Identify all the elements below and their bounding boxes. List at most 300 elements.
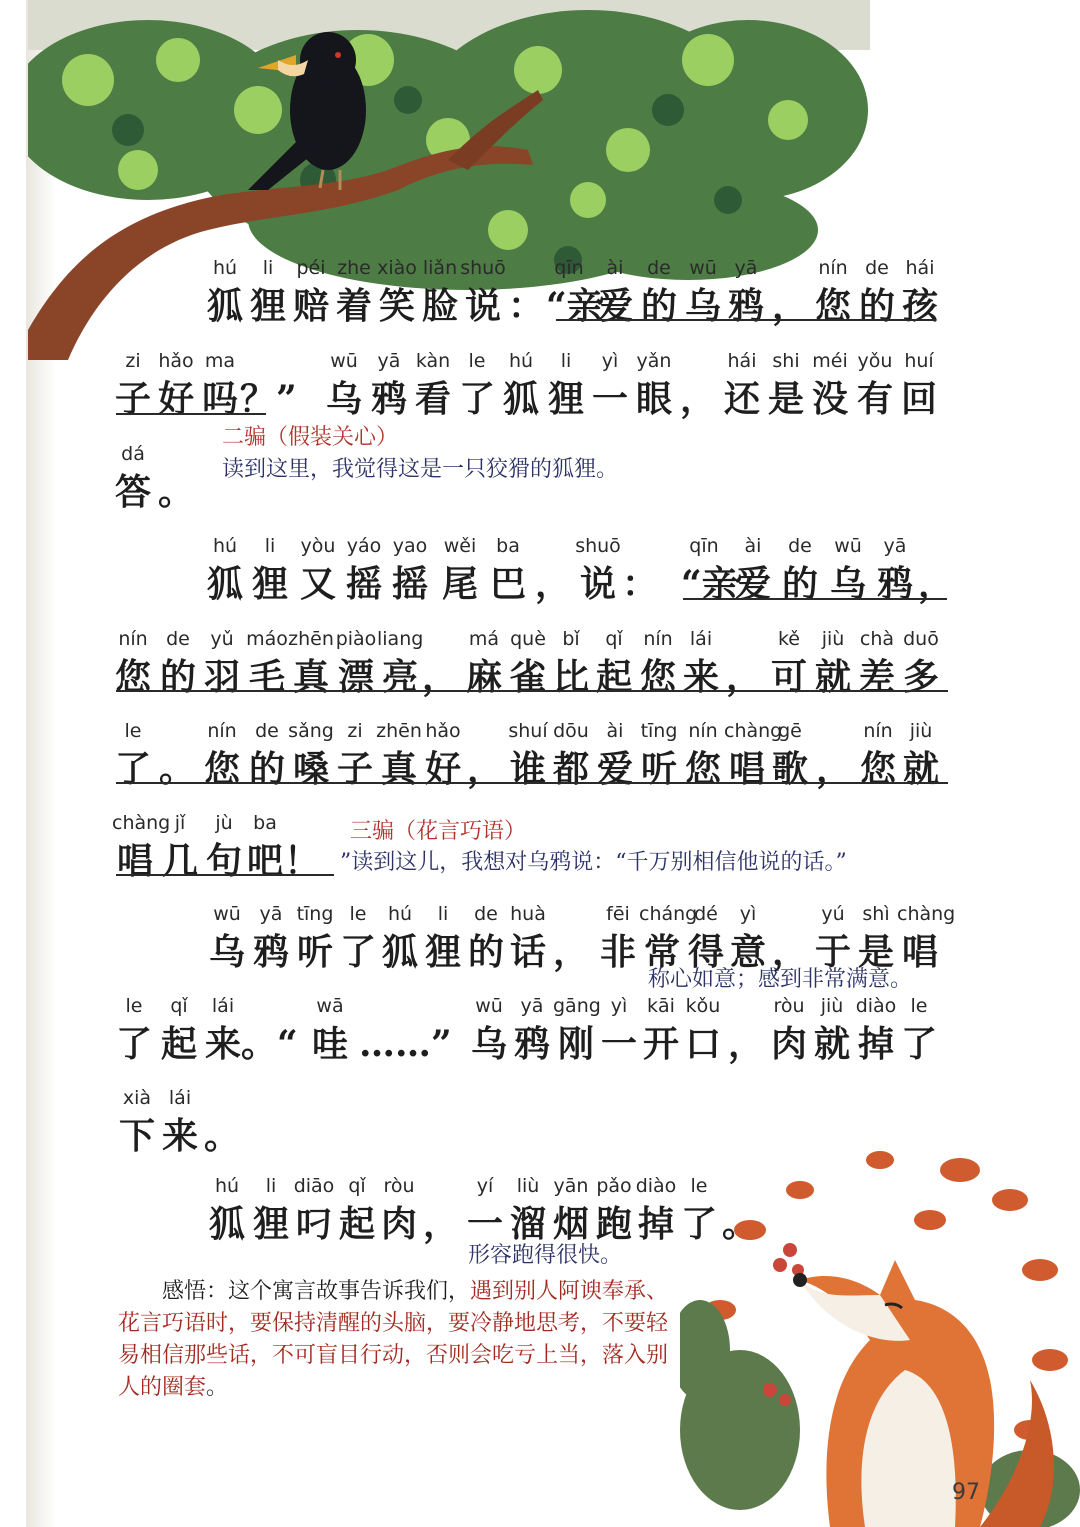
syllable [248,1173,294,1249]
pinyin: yā [883,535,907,557]
syllable [766,993,812,1069]
syllable [575,533,621,609]
syllable [852,348,898,424]
hanzi: 看 [414,378,451,420]
pinyin: wū [689,257,717,279]
hanzi: 了 [900,1023,937,1065]
insight-label: 感悟： [162,1279,229,1304]
pinyin: le [468,350,486,372]
pinyin: le [910,995,928,1017]
insight-text-4: 。 [206,1375,229,1400]
hanzi: 溜 [509,1203,546,1245]
hanzi: 没 [811,378,848,420]
syllable [248,901,294,977]
pinyin: xià [122,1087,152,1109]
hanzi: 的 [248,748,285,790]
hanzi: 您 [203,748,240,790]
hanzi: 的 [640,285,677,327]
pinyin: shuí [508,720,548,742]
hanzi: 狸 [547,378,584,420]
hanzi: 脸 [421,285,458,327]
syllable [377,901,423,977]
pinyin: hú [212,535,238,557]
pinyin: ài [606,257,624,279]
punctuation: 。 [158,748,195,790]
punctuation: ， [421,656,458,698]
hanzi: 吧 [246,840,283,882]
syllable [595,901,641,977]
annotation-trick-3-comment: ”读到这儿，我想对乌鸦说：“千万别相信他说的话。” [340,850,847,875]
pinyin: dōu [553,720,589,742]
pinyin: qīn [689,535,719,557]
pinyin: liǎn [422,257,458,279]
syllable [896,348,942,424]
syllable [335,901,381,977]
hanzi: 唱 [728,748,765,790]
underline [116,413,266,415]
hanzi: 哇 [311,1023,348,1065]
hanzi: 爱 [596,285,633,327]
pinyin: lái [211,995,235,1017]
punctuation: 。“ [241,1023,298,1065]
hanzi: 回 [900,378,937,420]
hanzi: 的 [781,563,818,605]
underline [116,782,948,784]
syllable [374,255,420,331]
pinyin: dé [694,903,718,925]
hanzi: 鸦 [876,563,913,605]
hanzi: 嗓 [292,748,329,790]
underline [116,874,334,876]
annotation-trick-2-comment: 读到这里，我觉得这是一只狡猾的狐狸。 [222,457,619,482]
syllable [204,901,250,977]
syllable [719,348,765,424]
pinyin: diào [635,1175,677,1197]
pinyin: péi [296,257,326,279]
underline [683,598,947,600]
insight-paragraph [118,1276,678,1404]
pinyin: yí [476,1175,494,1197]
hanzi: 鸦 [513,1023,550,1065]
syllable [853,993,899,1069]
hanzi: 狸 [424,931,461,973]
hanzi: 比 [552,656,589,698]
hanzi: 乌 [325,378,362,420]
pinyin: le [349,903,367,925]
page-number: 97 [952,1480,980,1505]
pinyin: méi [812,350,848,372]
punctuation: 。 [721,1203,758,1245]
pinyin: jiù [820,995,844,1017]
hanzi: 尾 [441,563,478,605]
pinyin: chàng [724,720,783,742]
hanzi: 答 [114,471,151,513]
pinyin: de [788,535,812,557]
pinyin: yā [734,257,758,279]
pinyin: nín [207,720,237,742]
syllable [638,993,684,1069]
syllable [460,255,506,331]
hanzi: 掉 [637,1203,674,1245]
pinyin: huí [904,350,934,372]
annotation-trick-3-title: 三骗（花言巧语） [350,819,527,844]
hanzi: 就 [813,1023,850,1065]
annotation-definition-yiliuyan: 形容跑得很快。 [468,1243,623,1268]
hanzi: 了 [114,748,151,790]
annotation-definition-deyi: 称心如意；感到非常满意。 [648,967,913,992]
pinyin: diào [855,995,897,1017]
hanzi: 的 [858,285,895,327]
syllable [321,348,367,424]
syllable [763,348,809,424]
hanzi: 说 [464,285,501,327]
pinyin: hǎo [425,720,461,742]
pinyin: fēi [606,903,630,925]
pinyin: le [124,720,142,742]
hanzi: 您 [859,748,896,790]
pinyin: má [468,628,500,650]
syllable [157,1085,203,1161]
hanzi: 掉 [857,1023,894,1065]
syllable [292,901,338,977]
hanzi: 听 [640,748,677,790]
pinyin: ba [496,535,520,557]
syllable [587,348,633,424]
pinyin: hú [387,903,413,925]
pinyin: shì [862,903,890,925]
pinyin: zi [347,720,363,742]
punctuation: ， [534,563,571,605]
punctuation: ， [815,748,852,790]
syllable [454,348,500,424]
pinyin: hǎo [158,350,194,372]
hanzi: 于 [814,931,851,973]
pinyin: nín [118,628,148,650]
syllable [114,1085,160,1161]
pinyin: li [264,535,276,557]
pinyin: nín [863,720,893,742]
pinyin: kǒu [685,995,721,1017]
syllable [807,348,853,424]
pinyin: chàng [112,812,171,834]
syllable [200,993,246,1069]
hanzi: 您 [814,285,851,327]
pinyin: qǐ [605,628,623,650]
hanzi: 摇 [345,563,382,605]
text-line [0,901,1080,991]
syllable [110,441,156,517]
pinyin: jiù [909,720,933,742]
pinyin: yao [392,535,428,557]
pinyin: lái [689,628,713,650]
syllable [680,993,726,1069]
hanzi: 好 [157,378,194,420]
hanzi: 狸 [249,285,286,327]
pinyin: zhe [337,257,371,279]
hanzi: 一 [591,378,628,420]
hanzi: 乌 [684,285,721,327]
text-line [0,255,1080,345]
syllable [633,1173,679,1249]
hanzi: 非 [599,931,636,973]
pinyin: hái [727,350,757,372]
hanzi: 差 [858,656,895,698]
text-line [0,1085,1080,1175]
pinyin: ròu [383,1175,415,1197]
hanzi: 巴 [489,563,526,605]
pinyin: zhēn [376,720,422,742]
pinyin: qǐ [170,995,188,1017]
hanzi: 听 [296,931,333,973]
pinyin: de [474,903,498,925]
punctuation: ， [917,563,954,605]
hanzi: 起 [338,1203,375,1245]
hanzi: 得 [687,931,724,973]
pinyin: kāi [647,995,675,1017]
pinyin: ài [744,535,762,557]
hanzi: 爱 [734,563,771,605]
pinyin: què [510,628,546,650]
pinyin: zi [125,350,141,372]
hanzi: 几 [161,840,198,882]
pinyin: li [262,257,274,279]
hanzi: 赔 [292,285,329,327]
hanzi: 狐 [381,931,418,973]
hanzi: 狐 [208,1203,245,1245]
syllable [676,1173,722,1249]
pinyin: wū [213,903,241,925]
hanzi: 可 [770,656,807,698]
hanzi: 来 [161,1115,198,1157]
hanzi: 鸦 [370,378,407,420]
pinyin: yǔ [210,628,234,650]
hanzi: 来 [204,1023,241,1065]
hanzi: 乌 [470,1023,507,1065]
hanzi: 烟 [552,1203,589,1245]
hanzi: 唱 [901,931,938,973]
hanzi: 您 [639,656,676,698]
hanzi: 开 [642,1023,679,1065]
pinyin: de [255,720,279,742]
syllable [245,255,291,331]
pinyin: yì [739,903,757,925]
hanzi: 您 [684,748,721,790]
hanzi: “亲 [681,563,738,605]
pinyin: shuō [575,535,621,557]
syllable [631,348,677,424]
hanzi: 还 [723,378,760,420]
hanzi: 起 [595,656,632,698]
syllable [463,901,509,977]
hanzi: 毛 [248,656,285,698]
punctuation: ， [552,931,589,973]
syllable [466,993,512,1069]
hanzi: 漂 [337,656,374,698]
pinyin: tīng [640,720,678,742]
pinyin: yì [610,995,628,1017]
pinyin: yǎn [636,350,672,372]
pinyin: shi [772,350,800,372]
syllable [376,1173,422,1249]
pinyin: yǒu [857,350,893,372]
pinyin: huà [510,903,546,925]
text-line [0,348,1080,438]
syllable [156,993,202,1069]
pinyin: de [166,628,190,650]
hanzi: 起 [160,1023,197,1065]
syllable [202,255,248,331]
hanzi: 羽 [203,656,240,698]
pinyin: kàn [415,350,451,372]
pinyin: yòu [300,535,336,557]
hanzi: 雀 [509,656,546,698]
text-line [0,533,1080,623]
syllable [596,993,642,1069]
pinyin: shuō [460,257,506,279]
hanzi: 肉 [770,1023,807,1065]
syllable [291,1173,337,1249]
hanzi: 狐 [502,378,539,420]
hanzi: 都 [552,748,589,790]
syllable [485,533,531,609]
pinyin: gāng [553,995,601,1017]
hanzi: 了 [115,1023,152,1065]
pinyin: hú [212,257,238,279]
punctuation: ， [422,1203,459,1245]
pinyin: lái [168,1087,192,1109]
hanzi: 真 [292,656,329,698]
hanzi: 眼 [635,378,672,420]
pinyin: jiù [821,628,845,650]
pinyin: wěi [443,535,477,557]
pinyin: yú [821,903,845,925]
punctuation: ？” [240,378,297,420]
hanzi: 子 [114,378,151,420]
pinyin: wā [316,995,344,1017]
pinyin: le [125,995,143,1017]
hanzi: 说 [579,563,616,605]
hanzi: 意 [729,931,766,973]
punctuation: ， [771,285,808,327]
hanzi: 是 [767,378,804,420]
punctuation: 。 [157,471,194,513]
syllable [366,348,412,424]
hanzi: 狸 [251,563,288,605]
pinyin: ba [253,812,277,834]
syllable [334,1173,380,1249]
pinyin: yáo [346,535,382,557]
hanzi: 肉 [380,1203,417,1245]
pinyin: chà [859,628,895,650]
pinyin: tīng [296,903,334,925]
pinyin: ròu [773,995,805,1017]
syllable [204,1173,250,1249]
pinyin: ài [606,720,624,742]
hanzi: 着 [335,285,372,327]
hanzi: 狐 [206,563,243,605]
pinyin: piào [335,628,377,650]
pinyin: li [265,1175,277,1197]
pinyin: yì [601,350,619,372]
hanzi: 真 [380,748,417,790]
punctuation: ， [679,378,716,420]
pinyin: bǐ [562,628,580,650]
syllable [387,533,433,609]
hanzi: 鸦 [727,285,764,327]
text-line [0,718,1080,808]
pinyin: hái [905,257,935,279]
syllable [331,255,377,331]
punctuation: 。 [203,1115,240,1157]
pinyin: yā [259,903,283,925]
punctuation: ， [771,931,808,973]
pinyin: liang [377,628,424,650]
hanzi: 是 [857,931,894,973]
insight-text-1: 这个寓言故事告诉我们， [228,1279,471,1304]
hanzi: 子 [336,748,373,790]
hanzi: 多 [902,656,939,698]
hanzi: 乌 [208,931,245,973]
hanzi: 狐 [206,285,243,327]
pinyin: nín [643,628,673,650]
pinyin: de [865,257,889,279]
syllable [410,348,456,424]
syllable [543,348,589,424]
hanzi: 了 [339,931,376,973]
punctuation: ， [727,1023,764,1065]
hanzi: 又 [299,563,336,605]
syllable [288,255,334,331]
hanzi: 有 [856,378,893,420]
text-line [0,993,1080,1083]
pinyin: wū [475,995,503,1017]
syllable [509,993,555,1069]
hanzi: 了 [458,378,495,420]
syllable [307,993,353,1069]
hanzi: 摇 [391,563,428,605]
hanzi: 一 [466,1203,503,1245]
hanzi: 下 [118,1115,155,1157]
pinyin: zhēn [288,628,334,650]
hanzi: 吗 [201,378,238,420]
pinyin: jù [215,812,233,834]
insight-text-2: 遇到别人阿谀奉承、花言巧语时，要保持清醒的头脑，要冷静地思考，不要轻易相信那些话，不可盲目行动，否则会吃亏上当， [118,1279,669,1368]
hanzi: 话 [509,931,546,973]
syllable [505,901,551,977]
pinyin: máo [246,628,288,650]
pinyin: yā [377,350,401,372]
syllable [247,533,293,609]
hanzi: 就 [902,748,939,790]
hanzi: 麻 [465,656,502,698]
syllable [809,993,855,1069]
hanzi: 叼 [295,1203,332,1245]
hanzi: 跑 [595,1203,632,1245]
syllable [111,993,157,1069]
syllable [553,993,599,1069]
hanzi: 谁 [509,748,546,790]
pinyin: li [560,350,572,372]
pinyin: diāo [293,1175,335,1197]
hanzi: “亲 [546,285,603,327]
pinyin: xiào [377,257,417,279]
syllable [417,255,463,331]
syllable [295,533,341,609]
underline [556,319,936,321]
punctuation: ， [466,748,503,790]
annotation-trick-2-title: 二骗（假装关心） [222,425,399,450]
pinyin: li [437,903,449,925]
